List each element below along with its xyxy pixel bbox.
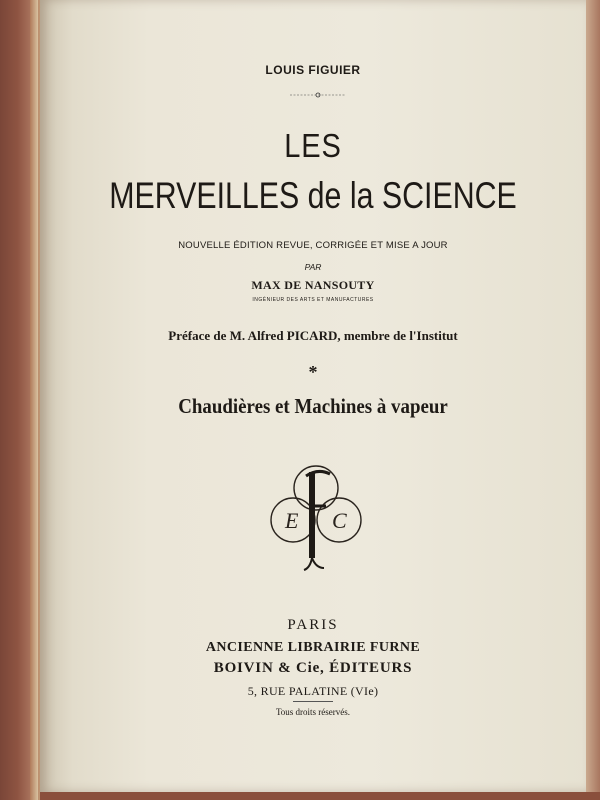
rights-reserved: Tous droits réservés.: [275, 707, 351, 717]
short-rule: [293, 701, 333, 702]
volume-title: Chaudières et Machines à vapeur: [178, 394, 448, 418]
page-fore-edge: [586, 0, 600, 800]
imprint-address: 5, RUE PALATINE (VIe): [247, 684, 379, 698]
book-bottom-edge: [40, 792, 600, 800]
ornament-divider: [288, 91, 348, 99]
editor-role: INGÉNIEUR DES ARTS ET MANUFACTURES: [252, 297, 374, 303]
publisher-monogram: [266, 458, 366, 574]
title-page: [40, 0, 586, 792]
par-label: PAR: [304, 262, 322, 272]
volume-marker: *: [308, 362, 318, 382]
edition-note: NOUVELLE ÉDITION REVUE, CORRIGÉE ET MISE A JOUR: [178, 240, 448, 251]
editor-name: MAX DE NANSOUTY: [251, 278, 375, 292]
preface-line: Préface de M. Alfred PICARD, membre de l'Institut: [168, 328, 458, 343]
imprint-publisher: BOIVIN & Cie, ÉDITEURS: [213, 660, 413, 676]
imprint-library: ANCIENNE LIBRAIRIE FURNE: [205, 640, 421, 655]
title-line-2: MERVEILLES de la SCIENCE: [109, 175, 517, 216]
title-line-1: LES: [284, 127, 342, 164]
svg-text:C: C: [332, 508, 347, 533]
author-name: LOUIS FIGUIER: [265, 63, 361, 77]
svg-text:E: E: [285, 508, 299, 533]
binding-edge: [30, 0, 38, 800]
imprint-city: PARIS: [287, 617, 339, 633]
